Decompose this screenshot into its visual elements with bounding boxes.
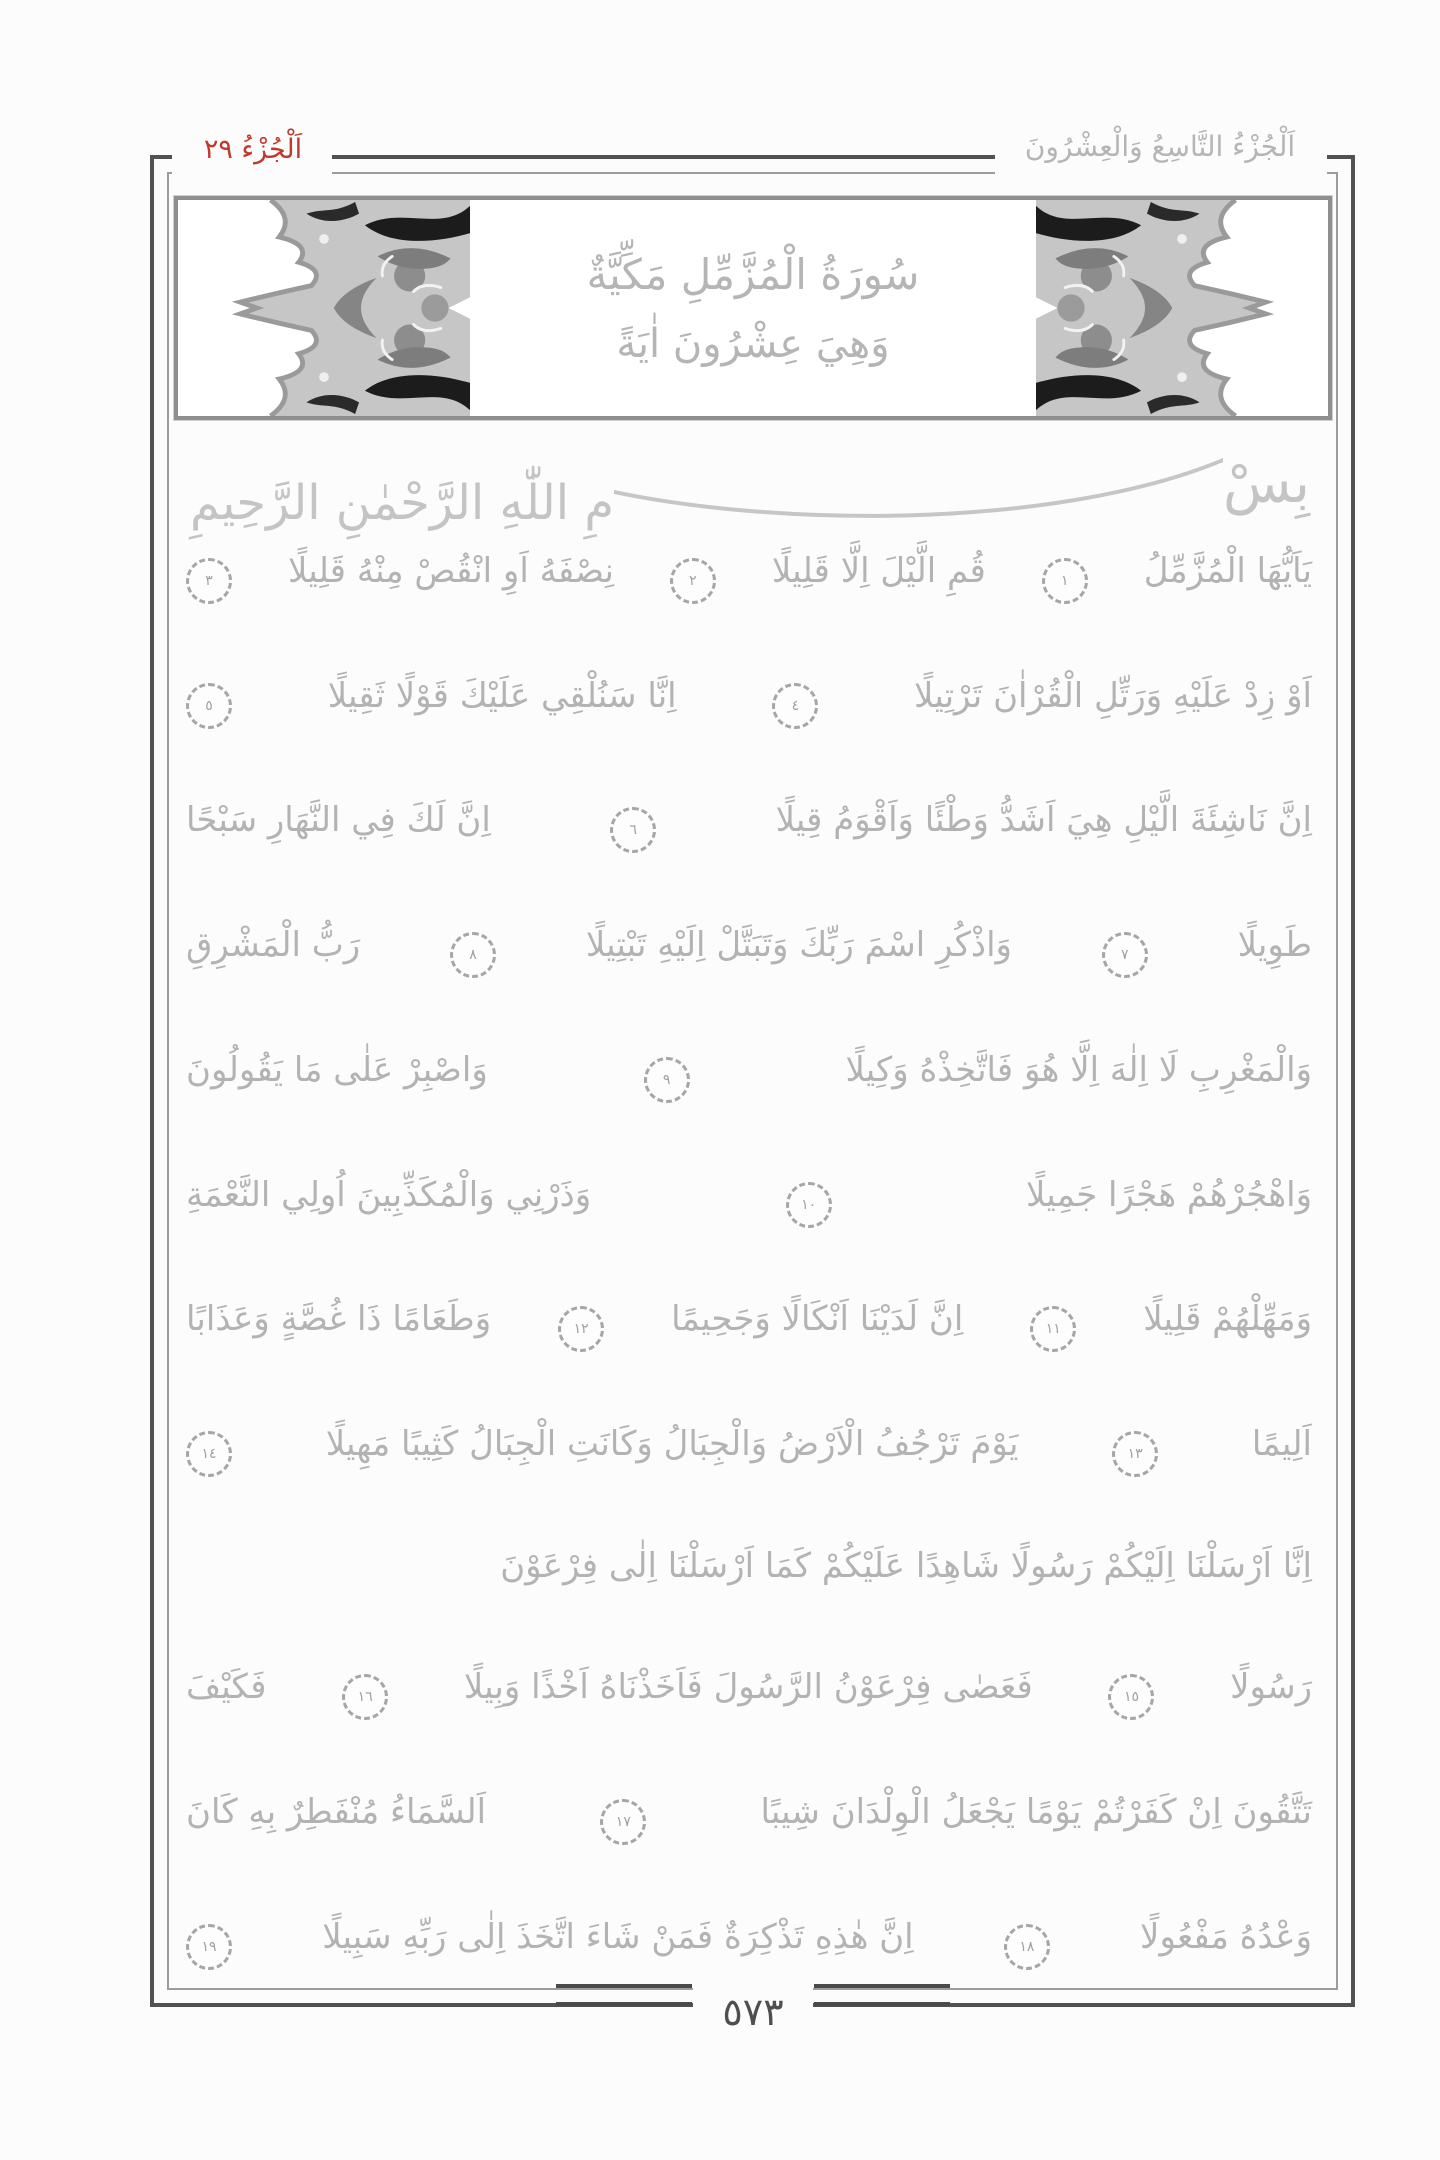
juz-name-label: اَلْجُزْءُ التَّاسِعُ وَالْعِشْرُونَ: [1024, 130, 1296, 163]
ayah-text: وَاذْكُرِ اسْمَ رَبِّكَ وَتَبَتَّلْ اِلَيْهِ تَبْتِيلًا: [585, 925, 1012, 966]
verse-number: ٦: [629, 822, 637, 839]
quran-line: [186, 1546, 1312, 1586]
ayah-text: وَذَرْنِي وَالْمُكَذِّبِينَ اُولِي النَّعْمَةِ: [186, 1174, 592, 1215]
verse-marker-medallion: [644, 1057, 690, 1103]
quran-line: [186, 1421, 1312, 1467]
ayah-text: يَوْمَ تَرْجُفُ الْاَرْضُ وَالْجِبَالُ وَكَانَتِ الْجِبَالُ كَثِيبًا مَهِيلًا: [325, 1424, 1019, 1465]
verse-marker-medallion: [186, 558, 232, 604]
verse-number: ١٤: [201, 1446, 217, 1463]
bismillah-kashida-stroke: [614, 430, 1223, 530]
verse-number: ٩: [662, 1071, 671, 1088]
verse-marker-medallion: [450, 932, 496, 978]
page-number: ٥٧٣: [722, 1990, 784, 2034]
verse-number: ١: [1061, 573, 1069, 589]
verse-marker-medallion: [610, 807, 656, 853]
juz-number-label: اَلْجُزْءُ ٢٩: [203, 134, 303, 165]
ayah-text: تَتَّقُونَ اِنْ كَفَرْتُمْ يَوْمًا يَجْعَلُ الْوِلْدَانَ شِيبًا: [760, 1792, 1312, 1833]
quran-line: [186, 1296, 1312, 1342]
ayah-text: قُمِ الَّيْلَ اِلَّا قَلِيلًا: [771, 551, 986, 591]
verse-number: ١٣: [1127, 1446, 1143, 1463]
verse-marker-medallion: [1030, 1306, 1076, 1352]
ayah-text: وَاهْجُرْهُمْ هَجْرًا جَمِيلًا: [1026, 1174, 1312, 1215]
ayah-text: وَطَعَامًا ذَا غُصَّةٍ وَعَذَابًا: [186, 1299, 492, 1340]
quran-lines: [186, 548, 1312, 1960]
verse-marker-medallion: [1042, 558, 1088, 604]
quran-line: [186, 1914, 1312, 1960]
verse-number: ١٨: [1019, 1938, 1035, 1955]
verse-number: ٣: [205, 573, 213, 589]
verse-marker-medallion: [186, 1924, 232, 1970]
verse-marker-medallion: [186, 1431, 232, 1477]
verse-marker-medallion: [186, 683, 232, 729]
ayah-text: يَاَيُّهَا الْمُزَّمِّلُ: [1143, 551, 1312, 591]
verse-number: ١٩: [201, 1938, 217, 1955]
verse-number: ٨: [469, 947, 477, 964]
ayah-text: اِنَّ نَاشِئَةَ الَّيْلِ هِيَ اَشَدُّ وَطْئًا وَاَقْوَمُ قِيلًا: [775, 800, 1312, 841]
quran-line: [186, 1664, 1312, 1710]
verse-marker-medallion: [786, 1182, 832, 1228]
verse-marker-medallion: [670, 558, 716, 604]
verse-number: ٤: [791, 697, 800, 714]
ayah-text: وَعْدُهُ مَفْعُولًا: [1140, 1916, 1312, 1957]
verse-marker-medallion: [1102, 932, 1148, 978]
quran-line: [186, 922, 1312, 968]
ayah-text: اَلسَّمَاءُ مُنْفَطِرٌ بِهِ كَانَ: [186, 1792, 487, 1833]
ayah-text: وَاصْبِرْ عَلٰى مَا يَقُولُونَ: [186, 1049, 488, 1090]
verse-marker-medallion: [600, 1799, 646, 1845]
ayah-text: طَوِيلًا: [1237, 925, 1312, 966]
ayah-text: اِنَّ لَدَيْنَا اَنْكَالًا وَجَحِيمًا: [671, 1299, 964, 1340]
verse-marker-medallion: [1112, 1431, 1158, 1477]
surah-title-line1: سُورَةُ الْمُزَّمِّلِ مَكِّيَّةٌ: [586, 249, 920, 299]
ayah-text: اَوْ زِدْ عَلَيْهِ وَرَتِّلِ الْقُرْاٰنَ تَرْتِيلًا: [914, 675, 1312, 716]
ayah-text: اِنَّا اَرْسَلْنَا اِلَيْكُمْ رَسُولًا شَاهِدًا عَلَيْكُمْ كَمَا اَرْسَلْنَا اِلٰى فِرْعَوْنَ: [500, 1545, 1312, 1586]
ayah-text: اِنَّا سَنُلْقِي عَلَيْكَ قَوْلًا ثَقِيلًا: [327, 675, 677, 716]
verse-number: ١٦: [357, 1689, 373, 1706]
bismillah-line: [190, 418, 1310, 530]
verse-number: ١٥: [1123, 1689, 1139, 1706]
arabesque-ornament-right-icon: [178, 200, 470, 416]
quran-line: [186, 673, 1312, 719]
verse-number: ٢: [689, 573, 697, 589]
verse-number: ١٢: [573, 1321, 589, 1338]
ayah-text: وَالْمَغْرِبِ لَا اِلٰهَ اِلَّا هُوَ فَاتَّخِذْهُ وَكِيلًا: [845, 1049, 1312, 1090]
ayah-text: اَلِيمًا: [1251, 1424, 1312, 1465]
verse-marker-medallion: [1004, 1924, 1050, 1970]
surah-title-line2: وَهِيَ عِشْرُونَ اٰيَةً: [616, 320, 890, 367]
verse-marker-medallion: [558, 1306, 604, 1352]
quran-line: [186, 1789, 1312, 1835]
bismillah-start-text: بِسْ: [1223, 451, 1310, 516]
ayah-text: رَسُولًا: [1230, 1667, 1312, 1708]
ayah-text: فَكَيْفَ: [186, 1667, 267, 1708]
verse-number: ٥: [205, 697, 213, 714]
verse-marker-medallion: [342, 1674, 388, 1720]
verse-marker-medallion: [772, 683, 818, 729]
arabesque-ornament-left-icon: [1036, 200, 1328, 416]
ayah-text: رَبُّ الْمَشْرِقِ: [186, 925, 361, 966]
quran-line: [186, 1047, 1312, 1093]
verse-number: ١٧: [615, 1814, 631, 1831]
ayah-text: فَعَصٰى فِرْعَوْنُ الرَّسُولَ فَاَخَذْنَاهُ اَخْذًا وَبِيلًا: [463, 1667, 1033, 1708]
ayah-text: اِنَّ لَكَ فِي النَّهَارِ سَبْحًا: [186, 800, 491, 841]
surah-header-band: [174, 196, 1332, 420]
quran-line: [186, 548, 1312, 594]
ayah-text: اِنَّ هٰذِهِ تَذْكِرَةٌ فَمَنْ شَاءَ اتَّخَذَ اِلٰى رَبِّهِ سَبِيلًا: [322, 1916, 914, 1957]
surah-title-cartouche: [470, 200, 1036, 416]
verse-number: ١٠: [801, 1196, 817, 1213]
verse-number: ٧: [1121, 947, 1129, 964]
bismillah-end-text: مِ اللّٰهِ الرَّحْمٰنِ الرَّحِيمِ: [190, 475, 615, 532]
ayah-text: نِصْفَهُ اَوِ انْقُصْ مِنْهُ قَلِيلًا: [287, 551, 614, 591]
ayah-text: وَمَهِّلْهُمْ قَلِيلًا: [1143, 1299, 1312, 1340]
quran-line: [186, 1172, 1312, 1218]
verse-marker-medallion: [1108, 1674, 1154, 1720]
verse-number: ١١: [1045, 1321, 1061, 1338]
quran-line: [186, 797, 1312, 843]
